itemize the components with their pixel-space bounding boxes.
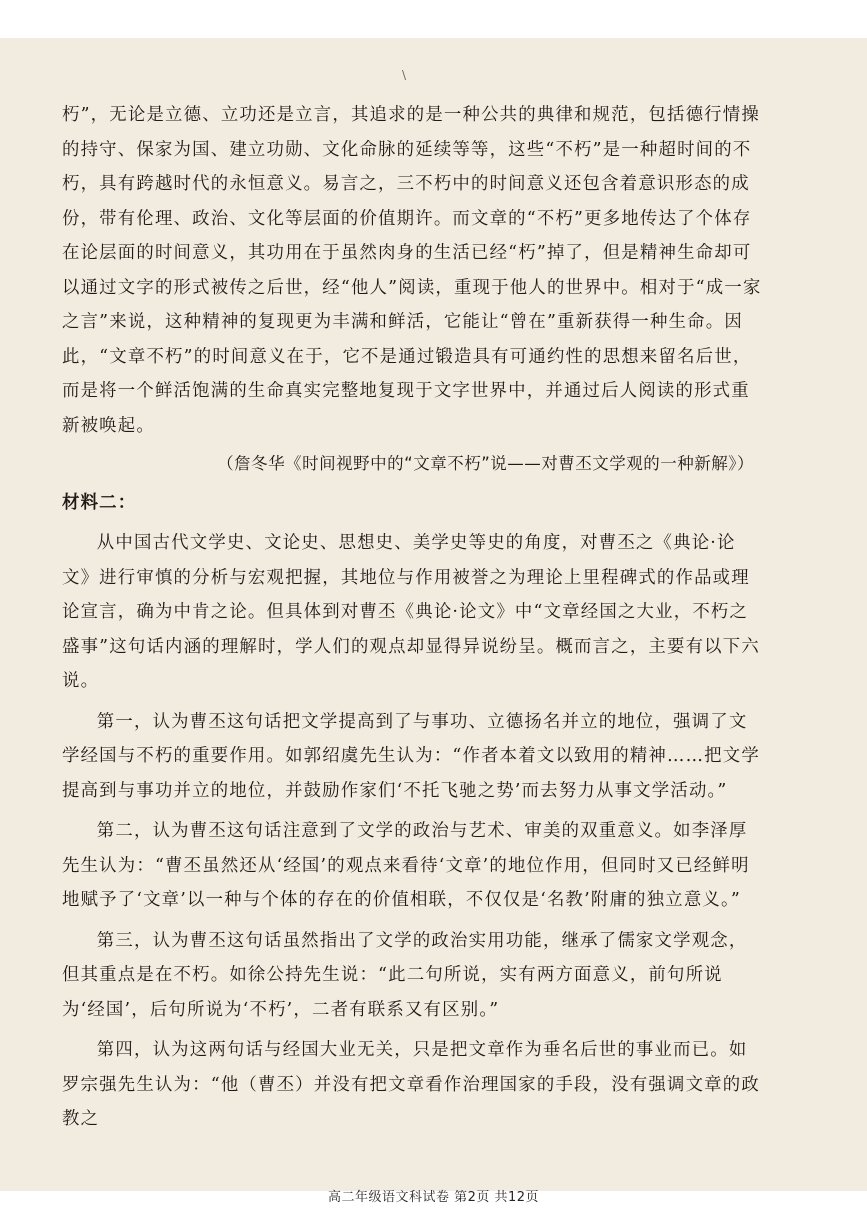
- paragraph-intro: 从中国古代文学史、文论史、思想史、美学史等史的角度，对曹丕之《典论·论文》进行审慎的分析与宏观把握，其地位与作用被誉之为理论上里程碑式的作品或理论宣言，确为中肯之论。但具体到对曹丕《典论·论文》中“文章经国之大业，不朽之盛事”这句话内涵的理解时，学人们的观点却显得异说纷呈。概而言之，主要有以下六说。: [62, 533, 760, 691]
- citation: （詹冬华《时间视野中的“文章不朽”说——对曹丕文学观的一种新解》）: [217, 454, 754, 473]
- section-heading: 材料二：: [62, 492, 137, 513]
- paragraph-view-1: 第一，认为曹丕这句话把文学提高到了与事功、立德扬名并立的地位，强调了文学经国与不朽的重要作用。如郭绍虞先生认为：“作者本着文以致用的精神……把文学提高到与事功并立的地位，并鼓励作家们‘不托飞驰之势’而去努力从事文学活动。”: [62, 711, 760, 801]
- paragraph-continued: 朽”，无论是立德、立功还是立言，其追求的是一种公共的典律和规范，包括德行情操的持守、保家为国、建立功勋、文化命脉的延续等等，这些“不朽”是一种超时间的不朽，具有跨越时代的永恒意义。易言之，三不朽中的时间意义还包含着意识形态的成份，带有伦理、政治、文化等层面的价值期许。而文章的“不朽”更多地传达了个体存在论层面的时间意义，其功用在于虽然肉身的生活已经“朽”掉了，但是精神生命却可以通过文字的形式被传之后世，经“他人”阅读，重现于他人的世界中。相对于“成一家之言”来说，这种精神的复现更为丰满和鲜活，它能让“曾在”重新获得一种生命。因此，“文章不朽”的时间意义在于，它不是通过锻造具有可通约性的思想来留名后世，而是将一个鲜活饱满的生命真实完整地复现于文字世界中，并通过后人阅读的形式重新被唤起。: [62, 105, 762, 436]
- paragraph-view-3: 第三，认为曹丕这句话虽然指出了文学的政治实用功能，继承了儒家文学观念，但其重点是在不朽。如徐公持先生说：“此二句所说，实有两方面意义，前句所说为‘经国’，后句所说为‘不朽’，二者有联系又有区别。”: [62, 930, 748, 1020]
- paragraph-view-4: 第四，认为这两句话与经国大业无关，只是把文章作为垂名后世的事业而已。如罗宗强先生认为：“他（曹丕）并没有把文章看作治理国家的手段，没有强调文章的政教之: [62, 1040, 760, 1129]
- page-mark: \: [402, 68, 407, 82]
- exam-page: [0, 38, 867, 1205]
- paragraph-view-2: 第二，认为曹丕这句话注意到了文学的政治与艺术、审美的双重意义。如李泽厚先生认为：“曹丕虽然还从‘经国’的观点来看待‘文章’的地位作用，但同时又已经鲜明地赋予了‘文章’以一种与个体的存在的价值相联，不仅仅是‘名教’附庸的独立意义。”: [62, 821, 750, 910]
- page-footer: 高二年级语文科试卷 第2页 共12页: [327, 1190, 540, 1205]
- page-body: [62, 98, 762, 1137]
